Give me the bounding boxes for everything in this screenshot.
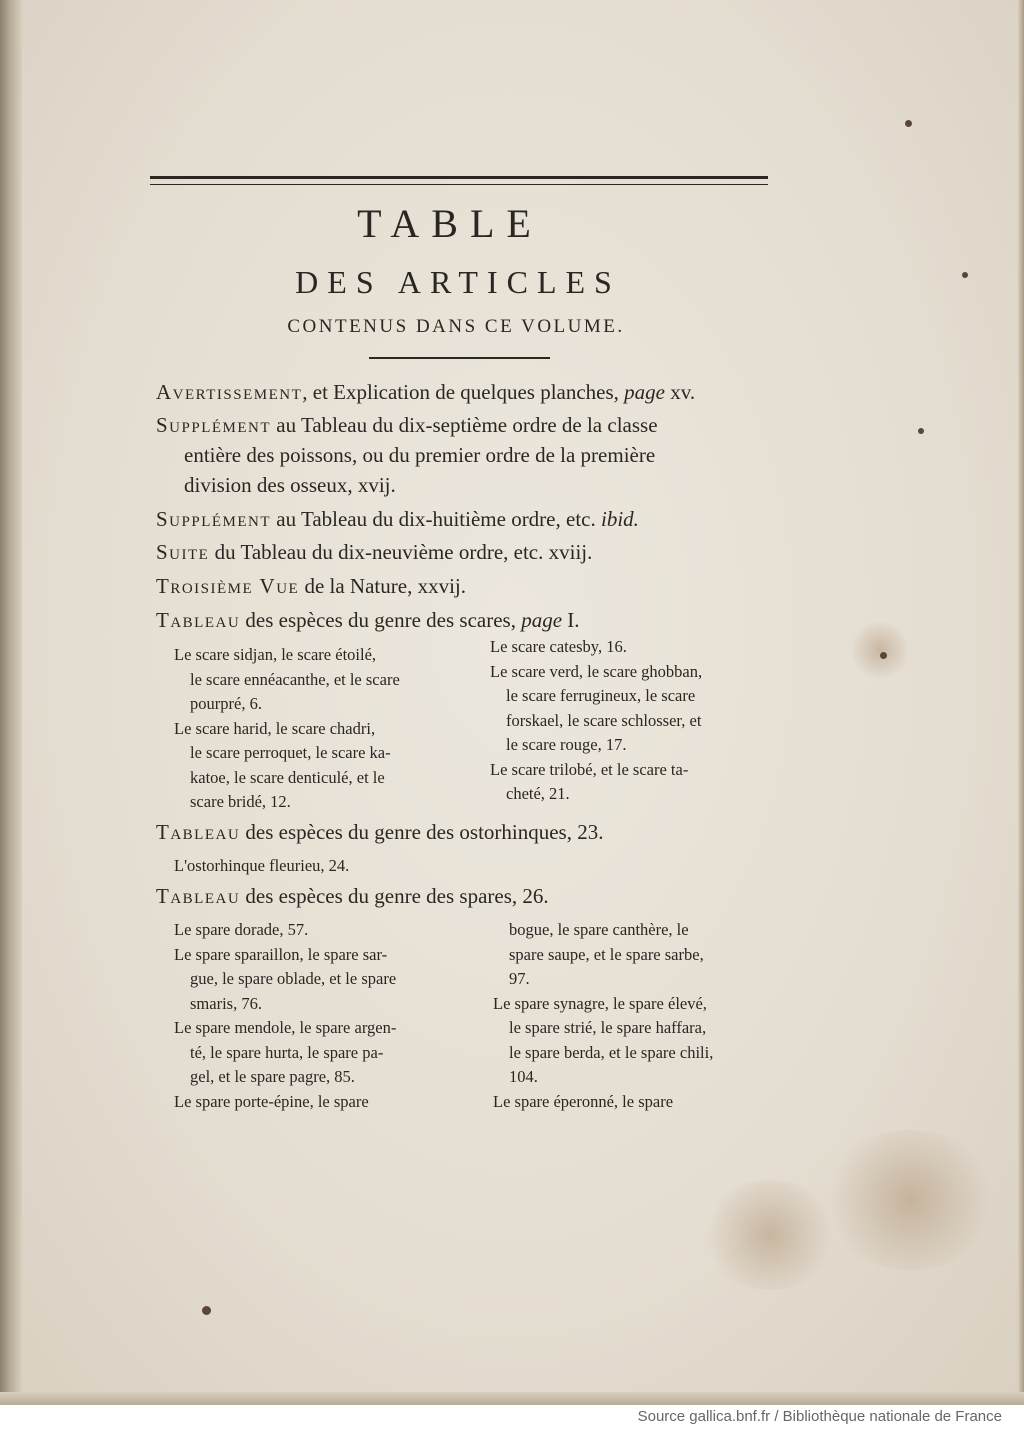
toc-entry-suite [156,537,776,567]
spares-right-column [493,918,779,1114]
list-item: Le scare catesby, 16. [490,637,627,656]
toc-entry-ostorhinques [156,817,776,847]
toc-entry-scares [156,605,776,635]
foxing-stain [700,1180,840,1290]
ostorhinque-list [174,854,460,879]
page-title: TABLE [357,201,543,246]
list-item: Le spare éperonné, le spare [493,1091,674,1111]
list-item: Le scare trilobé, et le scare ta- [490,759,689,779]
page-number: xv. [665,380,696,404]
list-item: Le spare synagre, le spare élevé, [493,993,707,1013]
entry-lead: Supplément [156,507,272,531]
list-item: Le spare sparaillon, le spare sar- [174,944,388,964]
toc-entry-avertissement [156,377,776,407]
entry-lead: Avertissement [156,380,303,404]
list-item: Le spare porte-épine, le spare [174,1091,369,1111]
list-item: té, le spare hurta, le spare pa- [190,1042,384,1062]
list-item: le scare perroquet, le scare ka- [190,743,391,762]
list-item: Le spare dorade, 57. [174,920,309,939]
foxing-dot [202,1306,211,1315]
page-subtitle: DES ARTICLES [295,264,621,300]
list-item: gue, le spare oblade, et le spare [190,969,397,988]
list-item: le scare ferrugineux, le scare [506,686,696,705]
entry-text: , et Explication de quelques planches, [302,380,625,404]
scares-left-column [174,643,460,815]
list-item: katoe, le scare denticulé, et le [190,767,385,787]
spares-left-column [174,918,460,1114]
entry-lead: Tableau [156,608,241,632]
list-item: pourpré, 6. [190,694,262,713]
foxing-dot [905,120,912,127]
heading-rule [369,357,550,359]
toc-entry-troisieme-vue [156,571,776,601]
scares-right-column [490,635,776,807]
entry-text: entière des poissons, ou du premier ordre de la première [184,443,656,467]
list-item: 104. [509,1067,538,1086]
entry-text: au Tableau du dix-huitième ordre, etc. [271,507,601,531]
list-item: bogue, le spare canthère, le [509,920,689,939]
page-label: page [521,608,563,632]
source-credit: Source gallica.bnf.fr / Bibliothèque nationale de France [637,1408,1002,1425]
page-edge-bottom [0,1392,1024,1405]
page-number: I. [562,608,580,632]
foxing-dot [880,652,887,659]
list-item: forskael, le scare schlosser, et [506,710,702,730]
list-item: gel, et le spare pagre, 85. [190,1067,355,1086]
page-edge-right [1018,0,1024,1405]
toc-entry-spares [156,881,776,911]
list-item: le spare strié, le spare haffara, [509,1018,707,1037]
toc-entry-supplement-17 [156,410,776,500]
toc-entry-supplement-18 [156,504,776,534]
ibid-label: ibid. [600,507,639,531]
entry-lead: Troisième Vue [156,574,300,598]
list-item: le spare berda, et le spare chili, [509,1042,714,1062]
list-item: scare bridé, 12. [190,792,291,811]
list-item: 97. [509,969,530,988]
entry-text: des espèces du genre des scares, [240,608,522,632]
entry-lead: Tableau [156,820,241,844]
entry-lead: Tableau [156,884,241,908]
list-item: smaris, 76. [190,993,262,1013]
foxing-dot [918,428,924,434]
foxing-stain [850,620,910,680]
foxing-stain [820,1130,1000,1270]
header-double-rule [150,176,768,185]
entry-text: des espèces du genre des spares, 26. [240,884,549,908]
list-item: cheté, 21. [506,784,570,803]
list-item: Le scare harid, le scare chadri, [174,718,376,738]
list-item: le scare rouge, 17. [506,735,627,754]
list-item: Le scare verd, le scare ghobban, [490,661,703,681]
list-item: Le scare sidjan, le scare étoilé, [174,645,377,664]
list-item: Le spare mendole, le spare argen- [174,1018,397,1037]
entry-text: de la Nature, xxvij. [299,574,466,598]
entry-text: au Tableau du dix-septième ordre de la classe [271,413,658,437]
entry-text: division des osseux, xvij. [184,473,396,497]
entry-text: du Tableau du dix-neuvième ordre, etc. xviij. [209,540,593,564]
foxing-dot [962,272,968,278]
entry-lead: Supplément [156,413,272,437]
list-item: le scare ennéacanthe, et le scare [190,669,400,689]
entry-text: des espèces du genre des ostorhinques, 23. [240,820,604,844]
page-subtitle-2: CONTENUS DANS CE VOLUME. [287,316,625,337]
entry-lead: Suite [156,540,210,564]
page-label: page [624,380,665,404]
list-item: spare saupe, et le spare sarbe, [509,944,704,964]
list-item: L'ostorhinque fleurieu, 24. [174,856,350,875]
